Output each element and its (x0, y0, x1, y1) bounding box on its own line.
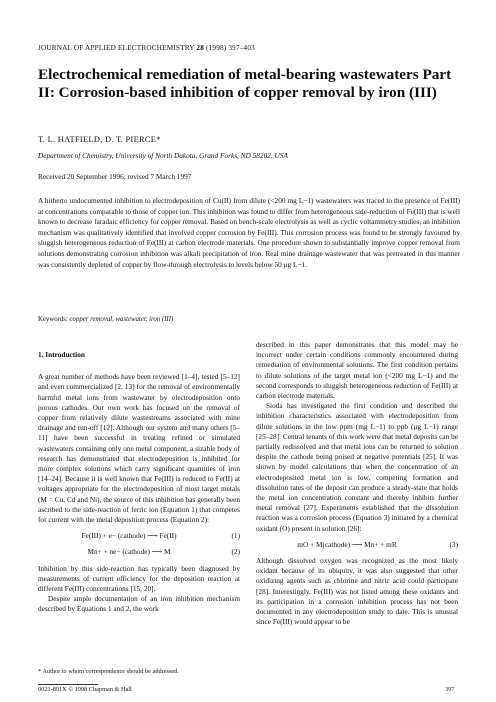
equation-2-body: Mn+ + ne− (cathode) ⟶ M (87, 547, 171, 557)
equation-1 (38, 531, 240, 541)
left-column (38, 350, 240, 615)
equation-1-number: (1) (231, 531, 240, 541)
equation-3 (256, 540, 458, 550)
abstract: A hitherto undocumented inhibition to electrodeposition of Cu(II) from dilute (<200 mg L−1) wastewaters was traced to the presence of Fe(III) at concentrations comparable to those of copper ion. This inhibition was found to differ from heterogeneous side-reduction of Fe(III) that is well known to decrease faradaic efficiency for copper removal. Based on bench-scale electrolysis as well as cyclic voltammetry studies, an inhibition mechanism was qualitatively identified that involved copper corrosion by Fe(III). This corrosion process was found to be strongly favoured by sluggish heterogeneous reduction of Fe(III) at carbon electrode materials. One procedure shown to substantially improve copper removal from solutions demonstrating corrosion inhibition was alkali precipitation of iron. Real mine drainage wastewater that was pretreated in this manner was consistently depleted of copper by flow-through electrolysis to levels below 50 μg L−1. (38, 196, 460, 269)
received-dates: Received 20 September 1996; revised 7 March 1997 (38, 172, 192, 181)
equation-3-number: (3) (449, 539, 458, 549)
keywords-list: copper removal, wastewater, iron (III) (69, 316, 174, 323)
journal-year-pages: (1998) 397–403 (206, 44, 255, 52)
right-paragraph-2: Sioda has investigated the first condition and described the inhibition characteristics associated with electrodeposition from dilute solutions in the low ppm (mg L−1) to ppb (μg L−1) range [25–28]. Central tenants of this work were that metal deposits can be partially redissolved and that metal ions can be returned to solution despite the cathode being poised at negative potentials [25]. It was shown by model calculations that when the concentration of an electrodeposited metal ion is low, competing formation and dissolution rates of the deposit can produce a steady-state that holds the metal ion concentration constant and thereby inhibits further metal removal [27]. Experiments established that the dissolution reaction was a corrosion process (Equation 3) initiated by a chemical oxidant (O) present in solution [26]: (256, 401, 458, 533)
intro-paragraph-1: A great number of methods have been reviewed [1–4], tested [5–12] and even commercialized [2, 13] for the removal of environmentally harmful metal ions from wastewater by electrodeposition onto porous cathodes. Our own work has focused on the removal of copper from relatively dilute wastestreams associated with mine drainage and run-off [12]. Although our system and many others [5–11] have been successful in treating refined or simulated wastewaters containing only one metal component, a sizable body of research has demonstrated that electrodeposition is inhibited for more complex solutions which carry significant quantities of iron [14–24]. Because it is well known that Fe(III) is reduced to Fe(II) at voltages appropriate for the electrodeposition of most target metals (M = Cu, Cd and Ni), the source of this inhibition has generally been ascribed to the side-reaction of ferric ion (Equation 1) that competes for current with the metal deposition process (Equation 2): (38, 372, 240, 525)
section-heading: 1. Introduction (38, 350, 85, 359)
right-paragraph-1: described in this paper demonstrates that this model may be incorrect under certain conditions commonly encountered during remediation of environmental solutions. The first condition pertains to dilute solutions of the target metal ion (<200 mg L−1) and the second corresponds to sluggish heterogeneous reduction of Fe(III) at carbon electrode materials. (256, 340, 458, 401)
equation-2-number: (2) (231, 547, 240, 557)
footnote: * Author to whom correspondence should be addressed. (38, 668, 179, 675)
journal-header (38, 44, 255, 52)
right-column (256, 340, 458, 627)
right-paragraph-3: Although dissolved oxygen was recognized as the most likely oxidant because of its ubiquity, it was also suggested that other oxidizing agents such as chlorine and nitric acid could participate [28]. Interestingly, Fe(III) was not listed among these oxidants and its participation in a corrosion inhibition process has not been documented in any electrodeposition study to date. This is unusual since Fe(III) would appear to be (256, 556, 458, 627)
footnote-rule (38, 684, 98, 685)
intro-paragraph-2: Inhibition by this side-reaction has typically been diagnosed by measurements of current efficiency for the deposition reaction at different Fe(III) concentrations [15, 20]. (38, 563, 240, 594)
intro-paragraph-3: Despite ample documentation of an iron inhibition mechanism described by Equations 1 and 2, the work (38, 594, 240, 614)
article-title: Electrochemical remediation of metal-bearing wastewaters Part II: Corrosion-based inhibition of copper removal by iron (III) (38, 66, 452, 101)
copyright-line: 0021-891X © 1998 Chapman & Hall (38, 686, 132, 693)
equation-3-body: mO + M(cathode) ⟶ Mn+ + mR (297, 539, 397, 549)
equation-2 (38, 547, 240, 557)
page-number: 397 (445, 686, 455, 693)
keywords (38, 316, 173, 323)
keywords-label: Keywords: (38, 316, 68, 323)
author-affiliation: Department of Chemistry, University of North Dakota, Grand Forks, ND 58202, USA (38, 151, 288, 160)
article-authors: T. L. HATFIELD, D. T. PIERCE* (38, 135, 161, 144)
journal-volume: 28 (196, 44, 205, 52)
journal-name: JOURNAL OF APPLIED ELECTROCHEMISTRY (38, 44, 195, 52)
equation-1-body: Fe(III) + e− (cathode) ⟶ Fe(II) (81, 531, 177, 541)
